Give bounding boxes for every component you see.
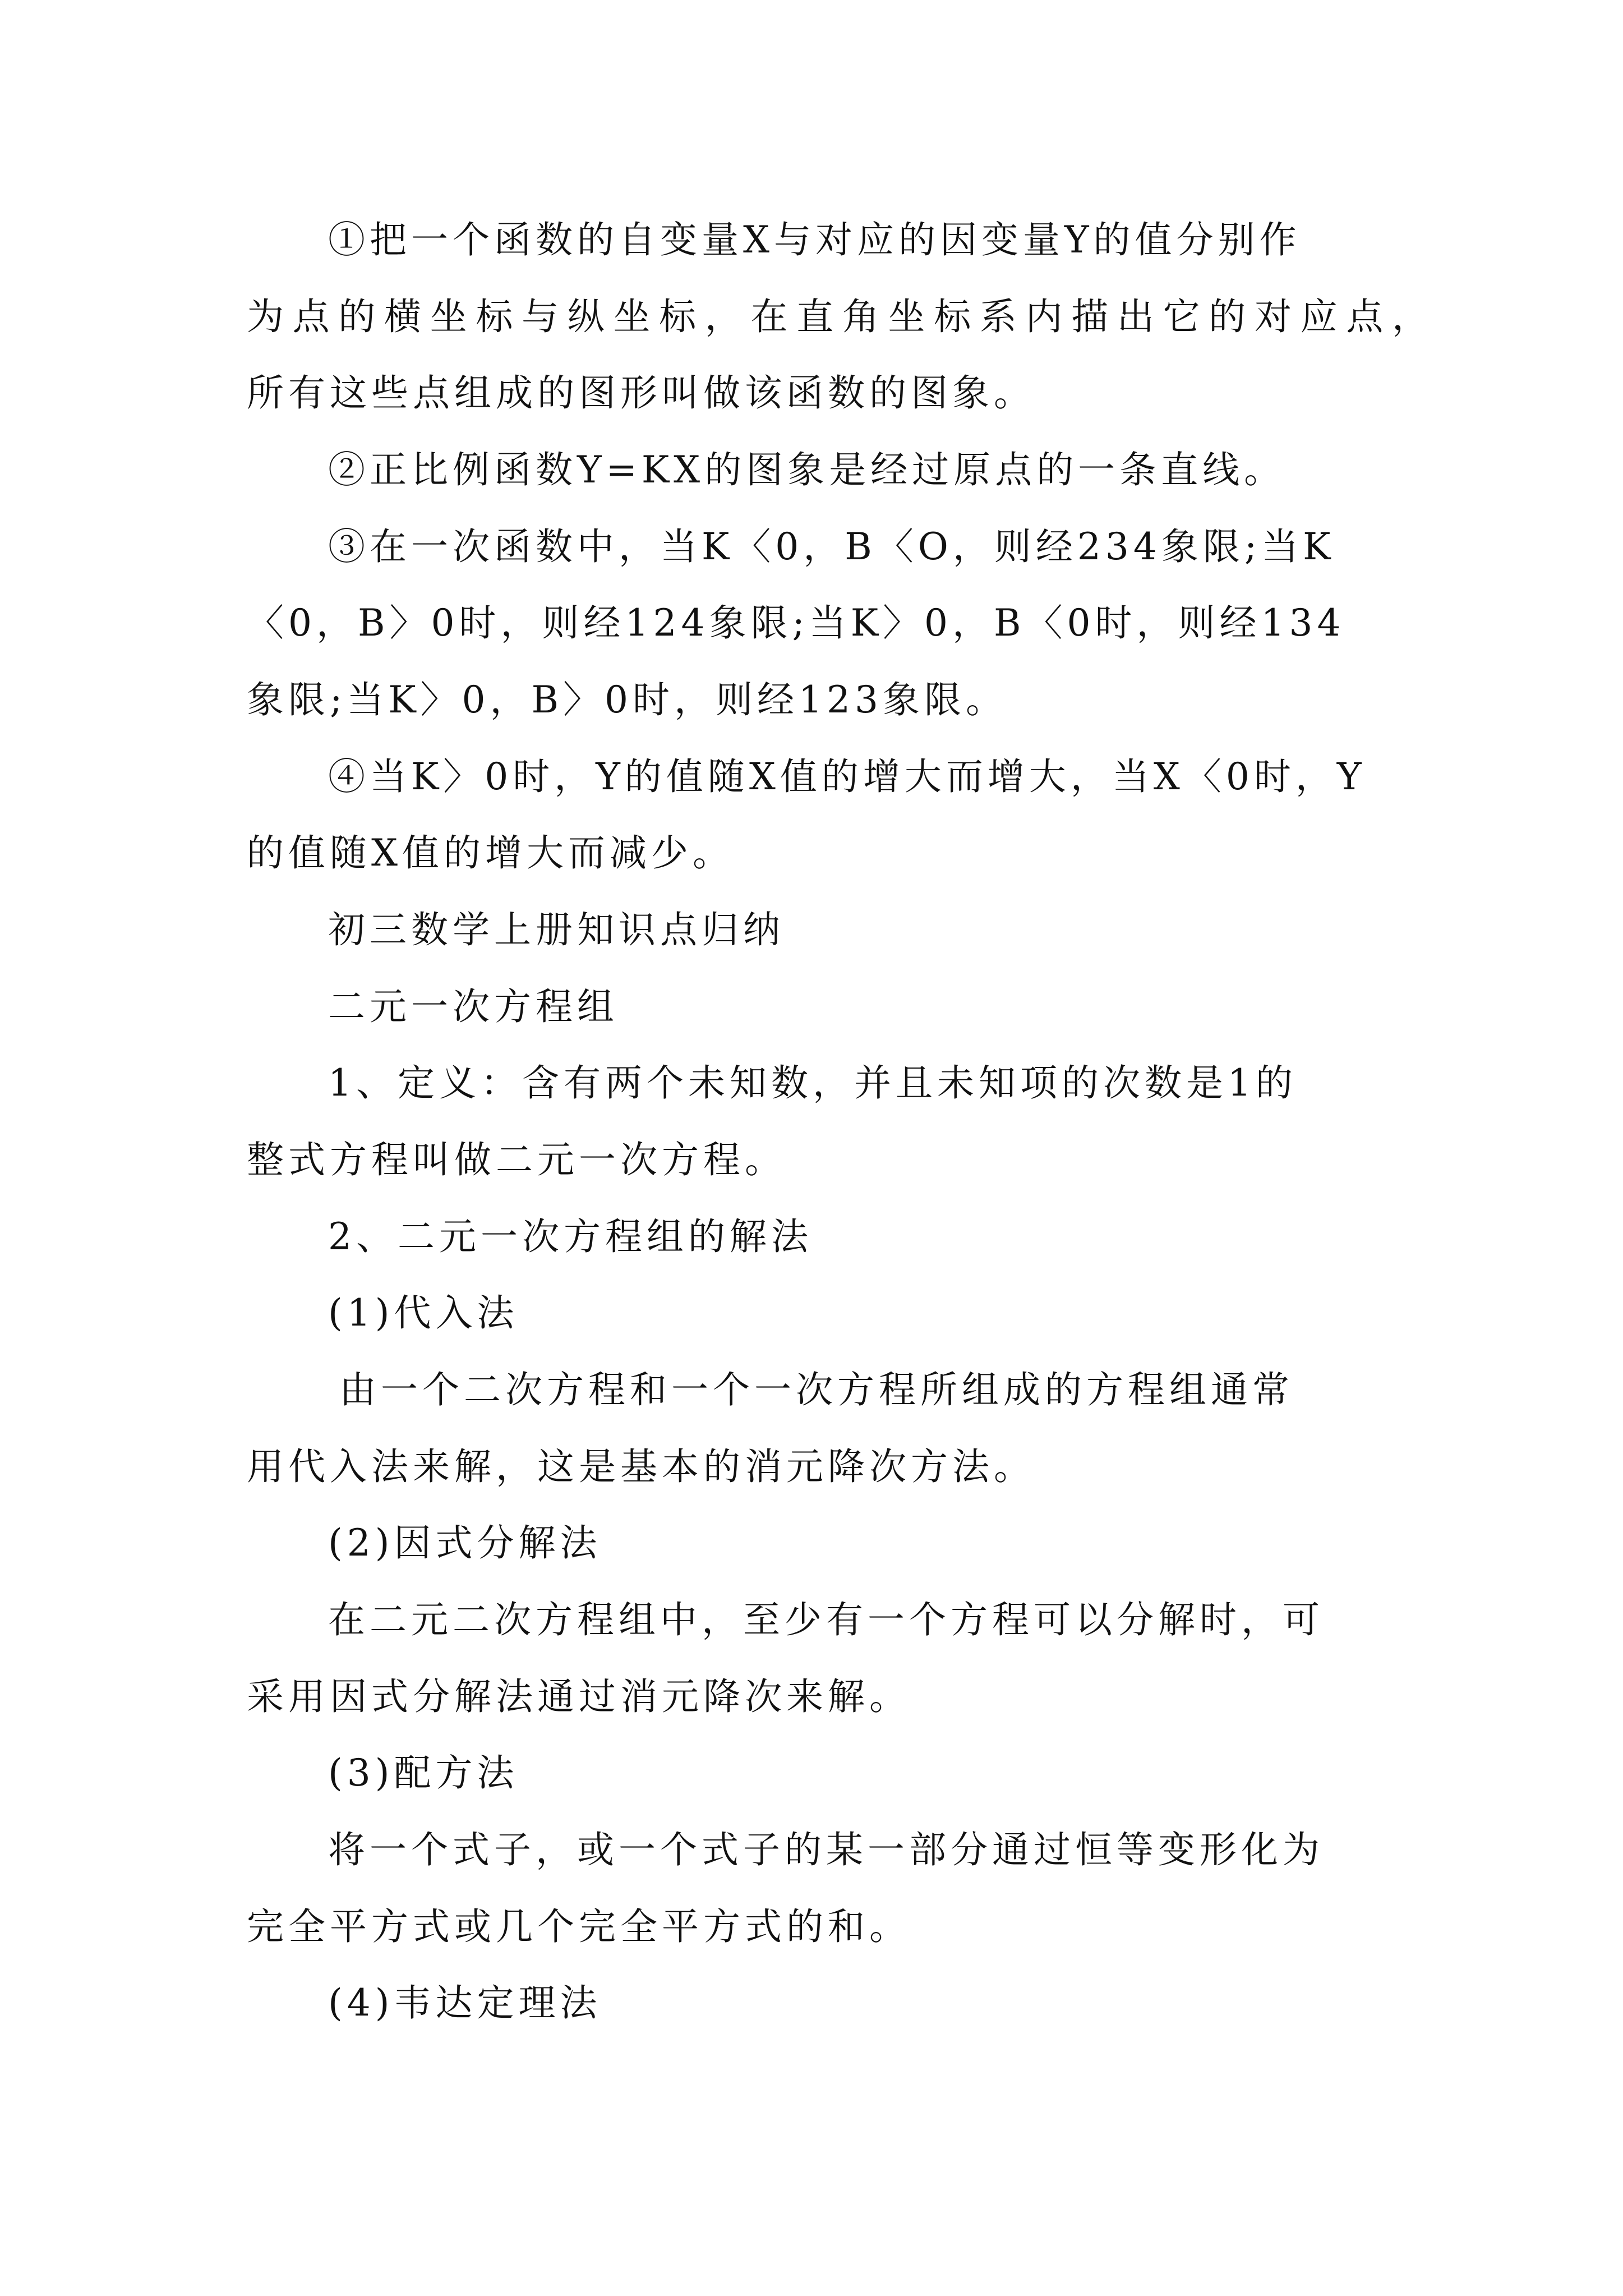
text-line: 将一个式子，或一个式子的某一部分通过恒等变形化为 [328,1828,1324,1871]
text-line: 为点的横坐标与纵坐标，在直角坐标系内描出它的对应点， [247,295,1429,338]
text-line: 完全平方式或几个完全平方式的和。 [247,1905,911,1948]
text-line: ②正比例函数Y=KX的图象是经过原点的一条直线。 [328,448,1286,491]
text-line: 1、定义：含有两个未知数，并且未知项的次数是1的 [328,1061,1297,1105]
text-line: (2)因式分解法 [328,1521,602,1565]
text-line: 象限;当K〉0，B〉0时，则经123象限。 [247,678,1007,721]
text-line: 在二元二次方程组中，至少有一个方程可以分解时，可 [328,1598,1324,1641]
text-line: 2、二元一次方程组的解法 [328,1215,813,1258]
text-line: ①把一个函数的自变量X与对应的因变量Y的值分别作 [328,218,1301,261]
text-line: 的值随X值的增大而减少。 [247,831,734,875]
text-line: ④当K〉0时，Y的值随X值的增大而增大，当X〈0时，Y [328,755,1366,798]
text-line: (1)代入法 [328,1291,519,1335]
text-line: 用代入法来解，这是基本的消元降次方法。 [247,1445,1035,1488]
text-line: 由一个二次方程和一个一次方程所组成的方程组通常 [339,1368,1294,1411]
text-line: (3)配方法 [328,1751,519,1795]
section-heading: 二元一次方程组 [328,985,619,1028]
text-line: (4)韦达定理法 [328,1981,602,2024]
section-heading: 初三数学上册知识点归纳 [328,908,785,951]
text-line: ③在一次函数中，当K〈0，B〈O，则经234象限;当K [328,525,1335,568]
text-line: 〈0，B〉0时，则经124象限;当K〉0，B〈0时，则经134 [247,601,1345,645]
text-line: 整式方程叫做二元一次方程。 [247,1138,786,1181]
text-line: 所有这些点组成的图形叫做该函数的图象。 [247,371,1035,415]
text-line: 采用因式分解法通过消元降次来解。 [247,1675,911,1718]
